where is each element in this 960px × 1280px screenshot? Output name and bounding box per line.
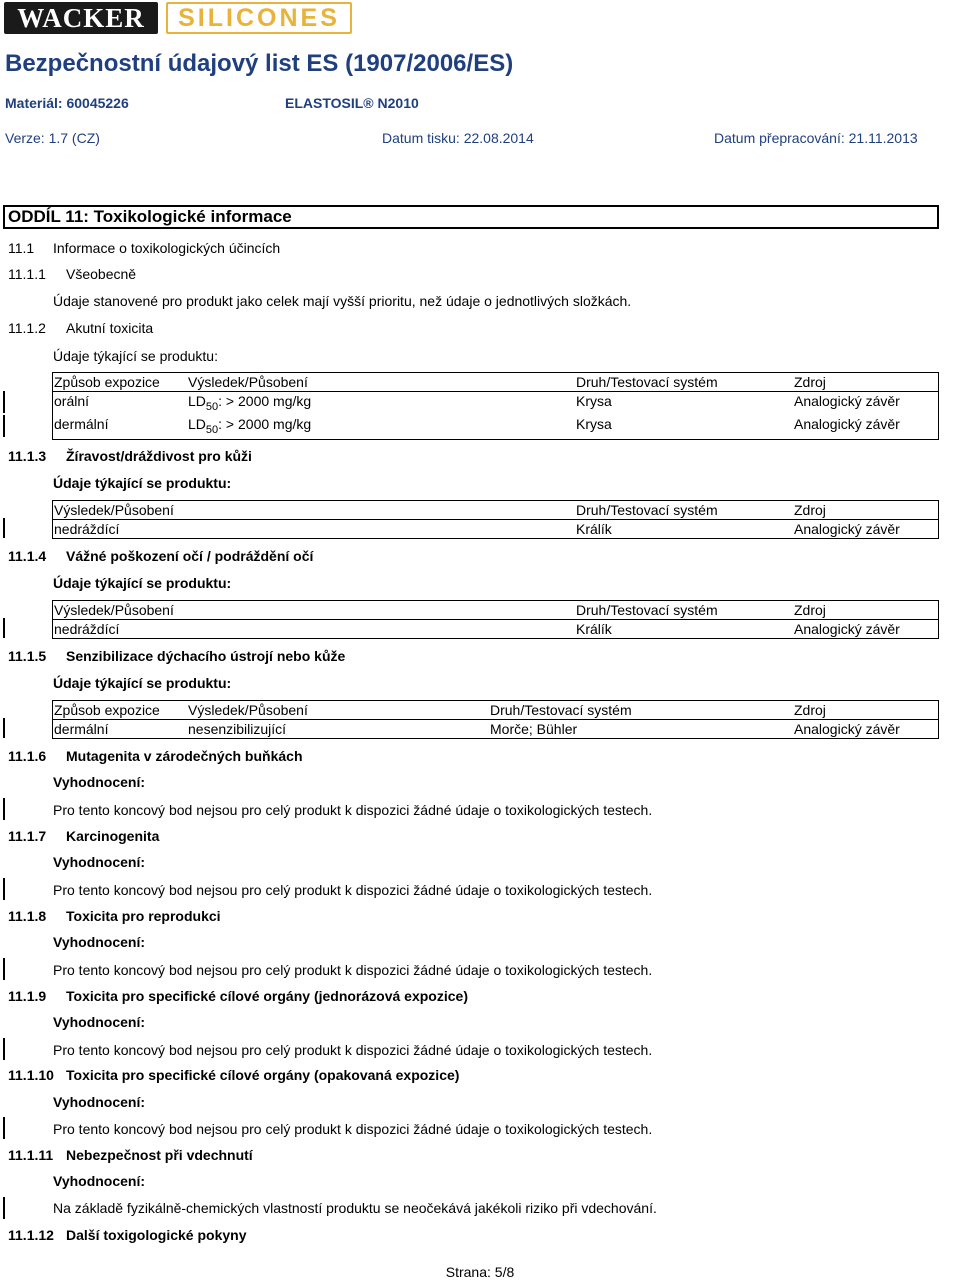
heading-number: 11.1.9 xyxy=(8,988,47,1004)
table-divider xyxy=(52,391,939,392)
change-bar xyxy=(3,798,5,820)
version: Verze: 1.7 (CZ) xyxy=(5,130,100,146)
table-header: Druh/Testovací systém xyxy=(576,602,718,618)
product-data-label: Údaje týkající se produktu: xyxy=(53,675,232,691)
table-cell: Analogický závěr xyxy=(794,521,900,537)
evaluation-label: Vyhodnocení: xyxy=(53,1173,146,1189)
table-cell: Krysa xyxy=(576,416,612,432)
table-cell xyxy=(188,416,312,436)
table-header: Zdroj xyxy=(794,374,826,390)
document-title: Bezpečnostní údajový list ES (1907/2006/ES) xyxy=(5,50,514,77)
silicones-logo xyxy=(166,2,352,34)
change-bar xyxy=(3,958,5,980)
heading-title: Toxicita pro specifické cílové orgány (opakovaná expozice) xyxy=(66,1067,460,1083)
change-bar xyxy=(3,878,5,900)
ld-label: LD xyxy=(188,416,206,432)
change-bar xyxy=(3,518,5,538)
table-cell: nedráždící xyxy=(54,521,120,537)
change-bar xyxy=(3,391,5,413)
heading-number: 11.1.11 xyxy=(8,1147,54,1163)
table-cell: Králík xyxy=(576,521,612,537)
table-header: Způsob expozice xyxy=(54,374,160,390)
table-cell: dermální xyxy=(54,721,109,737)
heading-number: 11.1.1 xyxy=(8,266,46,282)
table-header: Zdroj xyxy=(794,502,826,518)
evaluation-label: Vyhodnocení: xyxy=(53,774,146,790)
table-header: Druh/Testovací systém xyxy=(576,502,718,518)
evaluation-text: Pro tento koncový bod nejsou pro celý produkt k dispozici žádné údaje o toxikologických testech. xyxy=(53,1121,653,1137)
heading-title: Toxicita pro reprodukci xyxy=(66,908,221,924)
table-cell: dermální xyxy=(54,416,109,432)
table-cell: Králík xyxy=(576,621,612,637)
table-header: Způsob expozice xyxy=(54,702,160,718)
heading-number: 11.1.3 xyxy=(8,448,47,464)
change-bar xyxy=(3,415,5,437)
evaluation-text: Pro tento koncový bod nejsou pro celý produkt k dispozici žádné údaje o toxikologických testech. xyxy=(53,1042,653,1058)
table-cell: Analogický závěr xyxy=(794,721,900,737)
evaluation-label: Vyhodnocení: xyxy=(53,1014,146,1030)
silicones-logo-text: SILICONES xyxy=(178,3,340,32)
wacker-logo xyxy=(4,2,158,34)
table-cell: Analogický závěr xyxy=(794,621,900,637)
material-number: Materiál: 60045226 xyxy=(5,95,129,111)
evaluation-text: Na základě fyzikálně-chemických vlastností produktu se neočekává jakékoli riziko při vdechování. xyxy=(53,1200,657,1216)
evaluation-text: Pro tento koncový bod nejsou pro celý produkt k dispozici žádné údaje o toxikologických testech. xyxy=(53,962,653,978)
heading-title: Mutagenita v zárodečných buňkách xyxy=(66,748,303,764)
table-cell: orální xyxy=(54,393,90,409)
general-text: Údaje stanovené pro produkt jako celek mají vyšší prioritu, než údaje o jednotlivých složkách. xyxy=(53,293,632,309)
heading-number: 11.1.7 xyxy=(8,828,47,844)
table-cell: nedráždící xyxy=(54,621,120,637)
table-cell: Analogický závěr xyxy=(794,393,900,409)
table-cell: Analogický závěr xyxy=(794,416,900,432)
change-bar xyxy=(3,618,5,638)
change-bar xyxy=(3,718,5,738)
evaluation-label: Vyhodnocení: xyxy=(53,1094,146,1110)
table-cell: nesenzibilizující xyxy=(188,721,287,737)
heading-title: Senzibilizace dýchacího ústrojí nebo kůže xyxy=(66,648,346,664)
change-bar xyxy=(3,1038,5,1060)
print-date: Datum tisku: 22.08.2014 xyxy=(382,130,534,146)
revision-date: Datum přepracování: 21.11.2013 xyxy=(714,130,918,146)
evaluation-text: Pro tento koncový bod nejsou pro celý produkt k dispozici žádné údaje o toxikologických testech. xyxy=(53,882,653,898)
ld-subscript: 50 xyxy=(205,401,219,413)
heading-title: Informace o toxikologických účincích xyxy=(53,240,281,256)
table-cell: Morče; Bühler xyxy=(490,721,578,737)
product-name: ELASTOSIL® N2010 xyxy=(285,95,419,111)
table-cell: Krysa xyxy=(576,393,612,409)
table-header: Druh/Testovací systém xyxy=(576,374,718,390)
change-bar xyxy=(3,1197,5,1219)
evaluation-text: Pro tento koncový bod nejsou pro celý produkt k dispozici žádné údaje o toxikologických testech. xyxy=(53,802,653,818)
heading-number: 11.1.10 xyxy=(8,1067,54,1083)
section-title: ODDÍL 11: Toxikologické informace xyxy=(3,205,939,229)
table-header: Zdroj xyxy=(794,602,826,618)
heading-number: 11.1.2 xyxy=(8,320,46,336)
heading-title: Karcinogenita xyxy=(66,828,160,844)
table-header: Výsledek/Působení xyxy=(54,502,174,518)
wacker-logo-text: WACKER xyxy=(17,2,145,33)
heading-number: 11.1.5 xyxy=(8,648,47,664)
heading-title: Toxicita pro specifické cílové orgány (jednorázová expozice) xyxy=(66,988,468,1004)
evaluation-label: Vyhodnocení: xyxy=(53,854,146,870)
heading-title: Všeobecně xyxy=(66,266,137,282)
table-divider xyxy=(52,619,939,620)
table-header: Druh/Testovací systém xyxy=(490,702,632,718)
heading-number: 11.1 xyxy=(8,240,35,256)
product-data-label: Údaje týkající se produktu: xyxy=(53,475,232,491)
heading-title: Akutní toxicita xyxy=(66,320,154,336)
table-header: Zdroj xyxy=(794,702,826,718)
table-divider xyxy=(52,519,939,520)
heading-title: Žíravost/dráždivost pro kůži xyxy=(66,448,252,464)
product-data-label: Údaje týkající se produktu: xyxy=(53,348,218,364)
table-header: Výsledek/Působení xyxy=(188,702,308,718)
heading-title: Vážné poškození očí / podráždění očí xyxy=(66,548,314,564)
ld-subscript: 50 xyxy=(205,424,219,436)
ld-value: : > 2000 mg/kg xyxy=(218,416,312,432)
change-bar xyxy=(3,1117,5,1139)
heading-number: 11.1.12 xyxy=(8,1227,54,1243)
heading-title: Další toxigologické pokyny xyxy=(66,1227,247,1243)
table-header: Výsledek/Působení xyxy=(188,374,308,390)
ld-label: LD xyxy=(188,393,206,409)
heading-number: 11.1.4 xyxy=(8,548,47,564)
page-number: Strana: 5/8 xyxy=(445,1264,515,1280)
table-header: Výsledek/Působení xyxy=(54,602,174,618)
evaluation-label: Vyhodnocení: xyxy=(53,934,146,950)
table-divider xyxy=(52,719,939,720)
ld-value: : > 2000 mg/kg xyxy=(218,393,312,409)
heading-number: 11.1.6 xyxy=(8,748,47,764)
product-data-label: Údaje týkající se produktu: xyxy=(53,575,232,591)
heading-number: 11.1.8 xyxy=(8,908,47,924)
table-cell xyxy=(188,393,312,413)
heading-title: Nebezpečnost při vdechnutí xyxy=(66,1147,253,1163)
